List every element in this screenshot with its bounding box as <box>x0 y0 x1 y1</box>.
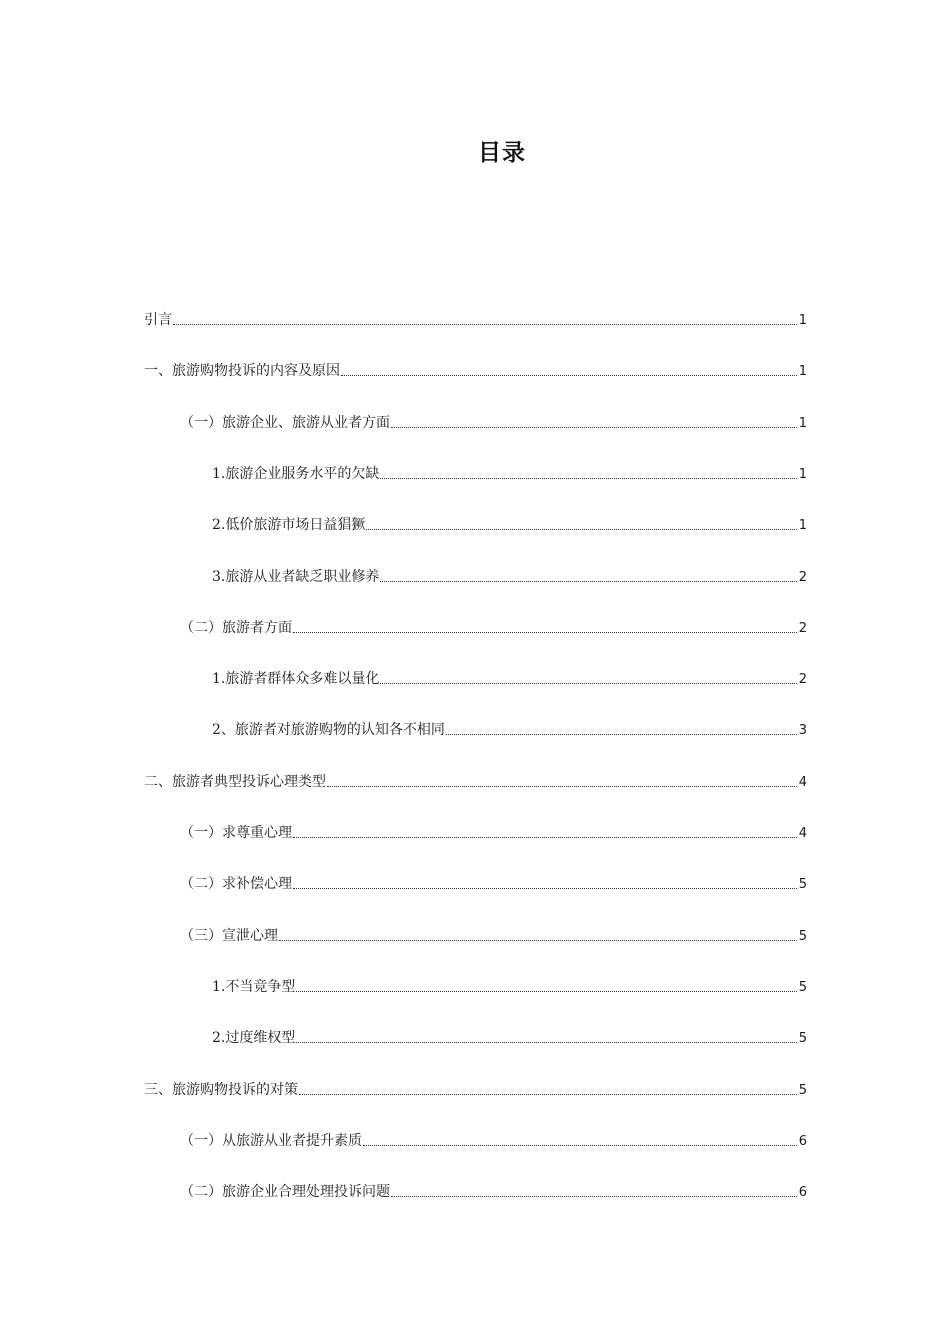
toc-entry-page-number: 2 <box>798 570 807 585</box>
toc-entry-page-number: 5 <box>798 980 807 995</box>
toc-entry[interactable] <box>212 1026 807 1050</box>
toc-entry-title: 1.旅游企业服务水平的欠缺 <box>212 466 380 482</box>
toc-entry[interactable] <box>180 411 807 435</box>
toc-entry-page-number: 5 <box>798 1083 807 1098</box>
toc-entry-page-number: 2 <box>798 672 807 687</box>
toc-entry-title: 1.不当竞争型 <box>212 979 296 995</box>
toc-entry[interactable] <box>180 616 807 640</box>
toc-dot-leader <box>380 667 796 684</box>
toc-entry-title: （一）旅游企业、旅游从业者方面 <box>180 415 390 431</box>
toc-entry-page-number: 6 <box>798 1134 807 1149</box>
toc-dot-leader <box>391 411 797 428</box>
toc-dot-leader <box>299 1078 797 1095</box>
toc-entry-title: 三、旅游购物投诉的对策 <box>144 1082 298 1098</box>
toc-entry-title: 3.旅游从业者缺乏职业修养 <box>212 569 380 585</box>
toc-entry[interactable] <box>212 513 807 537</box>
toc-entry-title: 2.过度维权型 <box>212 1030 296 1046</box>
toc-entry-title: （一）求尊重心理 <box>180 825 292 841</box>
toc-entry-page-number: 3 <box>798 723 807 738</box>
toc-dot-leader <box>391 1180 797 1197</box>
toc-entry-title: 引言 <box>144 312 172 328</box>
toc-dot-leader <box>341 359 797 376</box>
toc-dot-leader <box>296 1026 796 1043</box>
toc-dot-leader <box>279 924 797 941</box>
toc-dot-leader <box>293 872 797 889</box>
toc-entry-page-number: 2 <box>798 621 807 636</box>
toc-dot-leader <box>293 821 797 838</box>
toc-entry[interactable] <box>144 308 807 332</box>
toc-entry[interactable] <box>212 462 807 486</box>
toc-entry[interactable] <box>144 1078 807 1102</box>
toc-entry[interactable] <box>180 821 807 845</box>
toc-entry-page-number: 5 <box>798 1031 807 1046</box>
toc-dot-leader <box>296 975 796 992</box>
toc-entry-title: （二）求补偿心理 <box>180 876 292 892</box>
toc-entry-page-number: 5 <box>798 877 807 892</box>
toc-entry-title: 2.低价旅游市场日益猖獗 <box>212 517 366 533</box>
toc-entry[interactable] <box>212 667 807 691</box>
toc-entry-title: 一、旅游购物投诉的内容及原因 <box>144 363 340 379</box>
toc-dot-leader <box>446 718 797 735</box>
toc-entry[interactable] <box>144 359 807 383</box>
toc-entry[interactable] <box>180 1180 807 1204</box>
toc-entry[interactable] <box>180 872 807 896</box>
toc-entry-page-number: 5 <box>798 929 807 944</box>
toc-entry-page-number: 1 <box>798 313 807 328</box>
toc-entry-title: （三）宣泄心理 <box>180 928 278 944</box>
toc-entry-page-number: 1 <box>798 364 807 379</box>
toc-entry[interactable] <box>212 565 807 589</box>
page-title: 目录 <box>478 140 526 166</box>
toc-entry-title: （一）从旅游从业者提升素质 <box>180 1133 362 1149</box>
toc-entry[interactable] <box>180 1129 807 1153</box>
toc-dot-leader <box>173 308 797 325</box>
toc-entry-title: （二）旅游者方面 <box>180 620 292 636</box>
toc-dot-leader <box>327 770 797 787</box>
toc-entry-page-number: 1 <box>798 518 807 533</box>
toc-dot-leader <box>366 513 796 530</box>
toc-dot-leader <box>380 462 796 479</box>
toc-dot-leader <box>293 616 797 633</box>
toc-entry-page-number: 6 <box>798 1185 807 1200</box>
toc-entry-title: （二）旅游企业合理处理投诉问题 <box>180 1184 390 1200</box>
toc-entry-title: 2、旅游者对旅游购物的认知各不相同 <box>212 722 445 738</box>
toc-entry[interactable] <box>212 718 807 742</box>
toc-entry[interactable] <box>180 924 807 948</box>
toc-entry-page-number: 4 <box>798 775 807 790</box>
toc-entry-page-number: 4 <box>798 826 807 841</box>
toc-dot-leader <box>380 565 796 582</box>
toc-entry-page-number: 1 <box>798 416 807 431</box>
toc-entry[interactable] <box>212 975 807 999</box>
toc-entry[interactable] <box>144 770 807 794</box>
toc-dot-leader <box>363 1129 797 1146</box>
toc-entry-page-number: 1 <box>798 467 807 482</box>
toc-entry-title: 二、旅游者典型投诉心理类型 <box>144 774 326 790</box>
toc-entry-title: 1.旅游者群体众多难以量化 <box>212 671 380 687</box>
